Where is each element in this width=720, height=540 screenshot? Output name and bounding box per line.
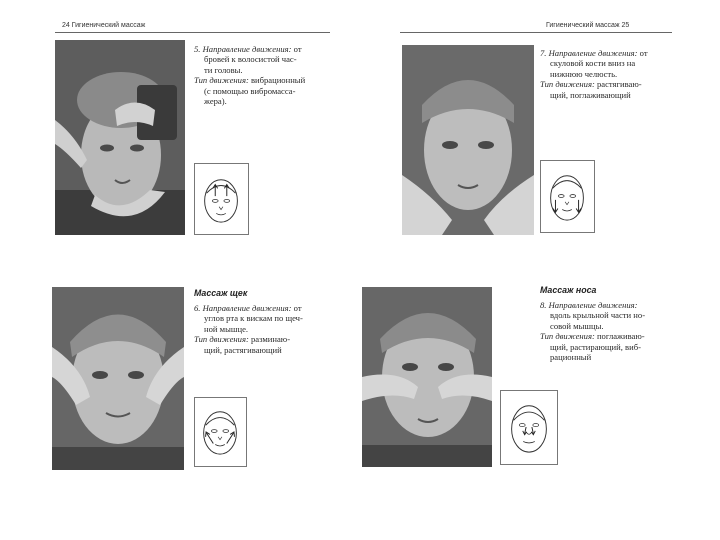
step-6-type-label: Тип движения: xyxy=(194,334,249,345)
diagram-face-cheekbone xyxy=(540,160,595,233)
step-7-direction-text-3: нижнюю челюсть. xyxy=(550,68,618,79)
massage-step-8 xyxy=(540,300,645,362)
step-5-type-label: Тип движения: xyxy=(194,75,249,86)
diagram-face-forehead xyxy=(194,163,249,235)
step-6-type-text-1: щий, растягивающий xyxy=(204,344,282,355)
right-page-header: Гигиенический массаж 25 xyxy=(546,22,630,29)
step-6-type-value: разминаю- xyxy=(248,334,291,345)
step-8-type-label: Тип движения: xyxy=(540,331,595,342)
step-7-type-text-1: щий, поглаживающий xyxy=(550,89,631,100)
step-6-direction-text-1: от xyxy=(291,303,302,313)
step-8-direction-text-2: совой мышцы. xyxy=(550,320,604,331)
left-page-header: 24 Гигиенический массаж xyxy=(62,22,146,29)
step-5-type-text-2: жера). xyxy=(204,96,227,107)
step-5-direction-text-3: ти головы. xyxy=(204,64,243,75)
photo-cheekbone-massage xyxy=(402,45,534,235)
step-8-direction-text-1: вдоль крыльной части но- xyxy=(550,310,646,321)
step-7-type-label: Тип движения: xyxy=(540,79,595,90)
step-8-direction-label: 8. Направление движения: xyxy=(540,300,638,310)
step-7-type-value: растягиваю- xyxy=(594,79,642,90)
cheek-massage-title: Массаж щек xyxy=(194,288,248,298)
step-5-direction-text-1: от xyxy=(291,44,302,54)
photo-cheek-massage xyxy=(52,287,184,470)
step-8-type-text-2: рационный xyxy=(550,352,592,363)
step-6-direction-label: 6. Направление движения: xyxy=(194,303,292,313)
right-header-rule xyxy=(400,32,672,33)
step-7-direction-text-1: от xyxy=(637,48,648,58)
step-5-type-text-1: (с помощью вибромасса- xyxy=(204,85,296,96)
step-7-direction-label: 7. Направление движения: xyxy=(540,48,638,58)
step-8-type-value: поглаживаю- xyxy=(594,331,645,342)
left-header-rule xyxy=(55,32,330,33)
step-8-type-text-1: щий, растирающий, виб- xyxy=(550,341,641,352)
step-6-direction-text-3: ной мышце. xyxy=(204,323,249,334)
step-5-type-value: вибрационный xyxy=(248,75,306,86)
step-7-direction-text-2: скуловой кости вниз на xyxy=(550,58,636,69)
diagram-face-nose xyxy=(500,390,558,465)
massage-step-6 xyxy=(194,303,303,355)
step-5-direction-label: 5. Направление движения: xyxy=(194,44,292,54)
photo-nose-massage xyxy=(362,287,492,467)
photo-forehead-massage xyxy=(55,40,185,235)
massage-step-5 xyxy=(194,44,305,106)
step-5-direction-text-2: бровей к волосистой час- xyxy=(204,54,297,65)
nose-massage-title: Массаж носа xyxy=(540,285,597,295)
diagram-face-cheeks xyxy=(194,397,247,467)
massage-step-7 xyxy=(540,48,648,100)
step-6-direction-text-2: углов рта к вискам по щеч- xyxy=(204,313,303,324)
